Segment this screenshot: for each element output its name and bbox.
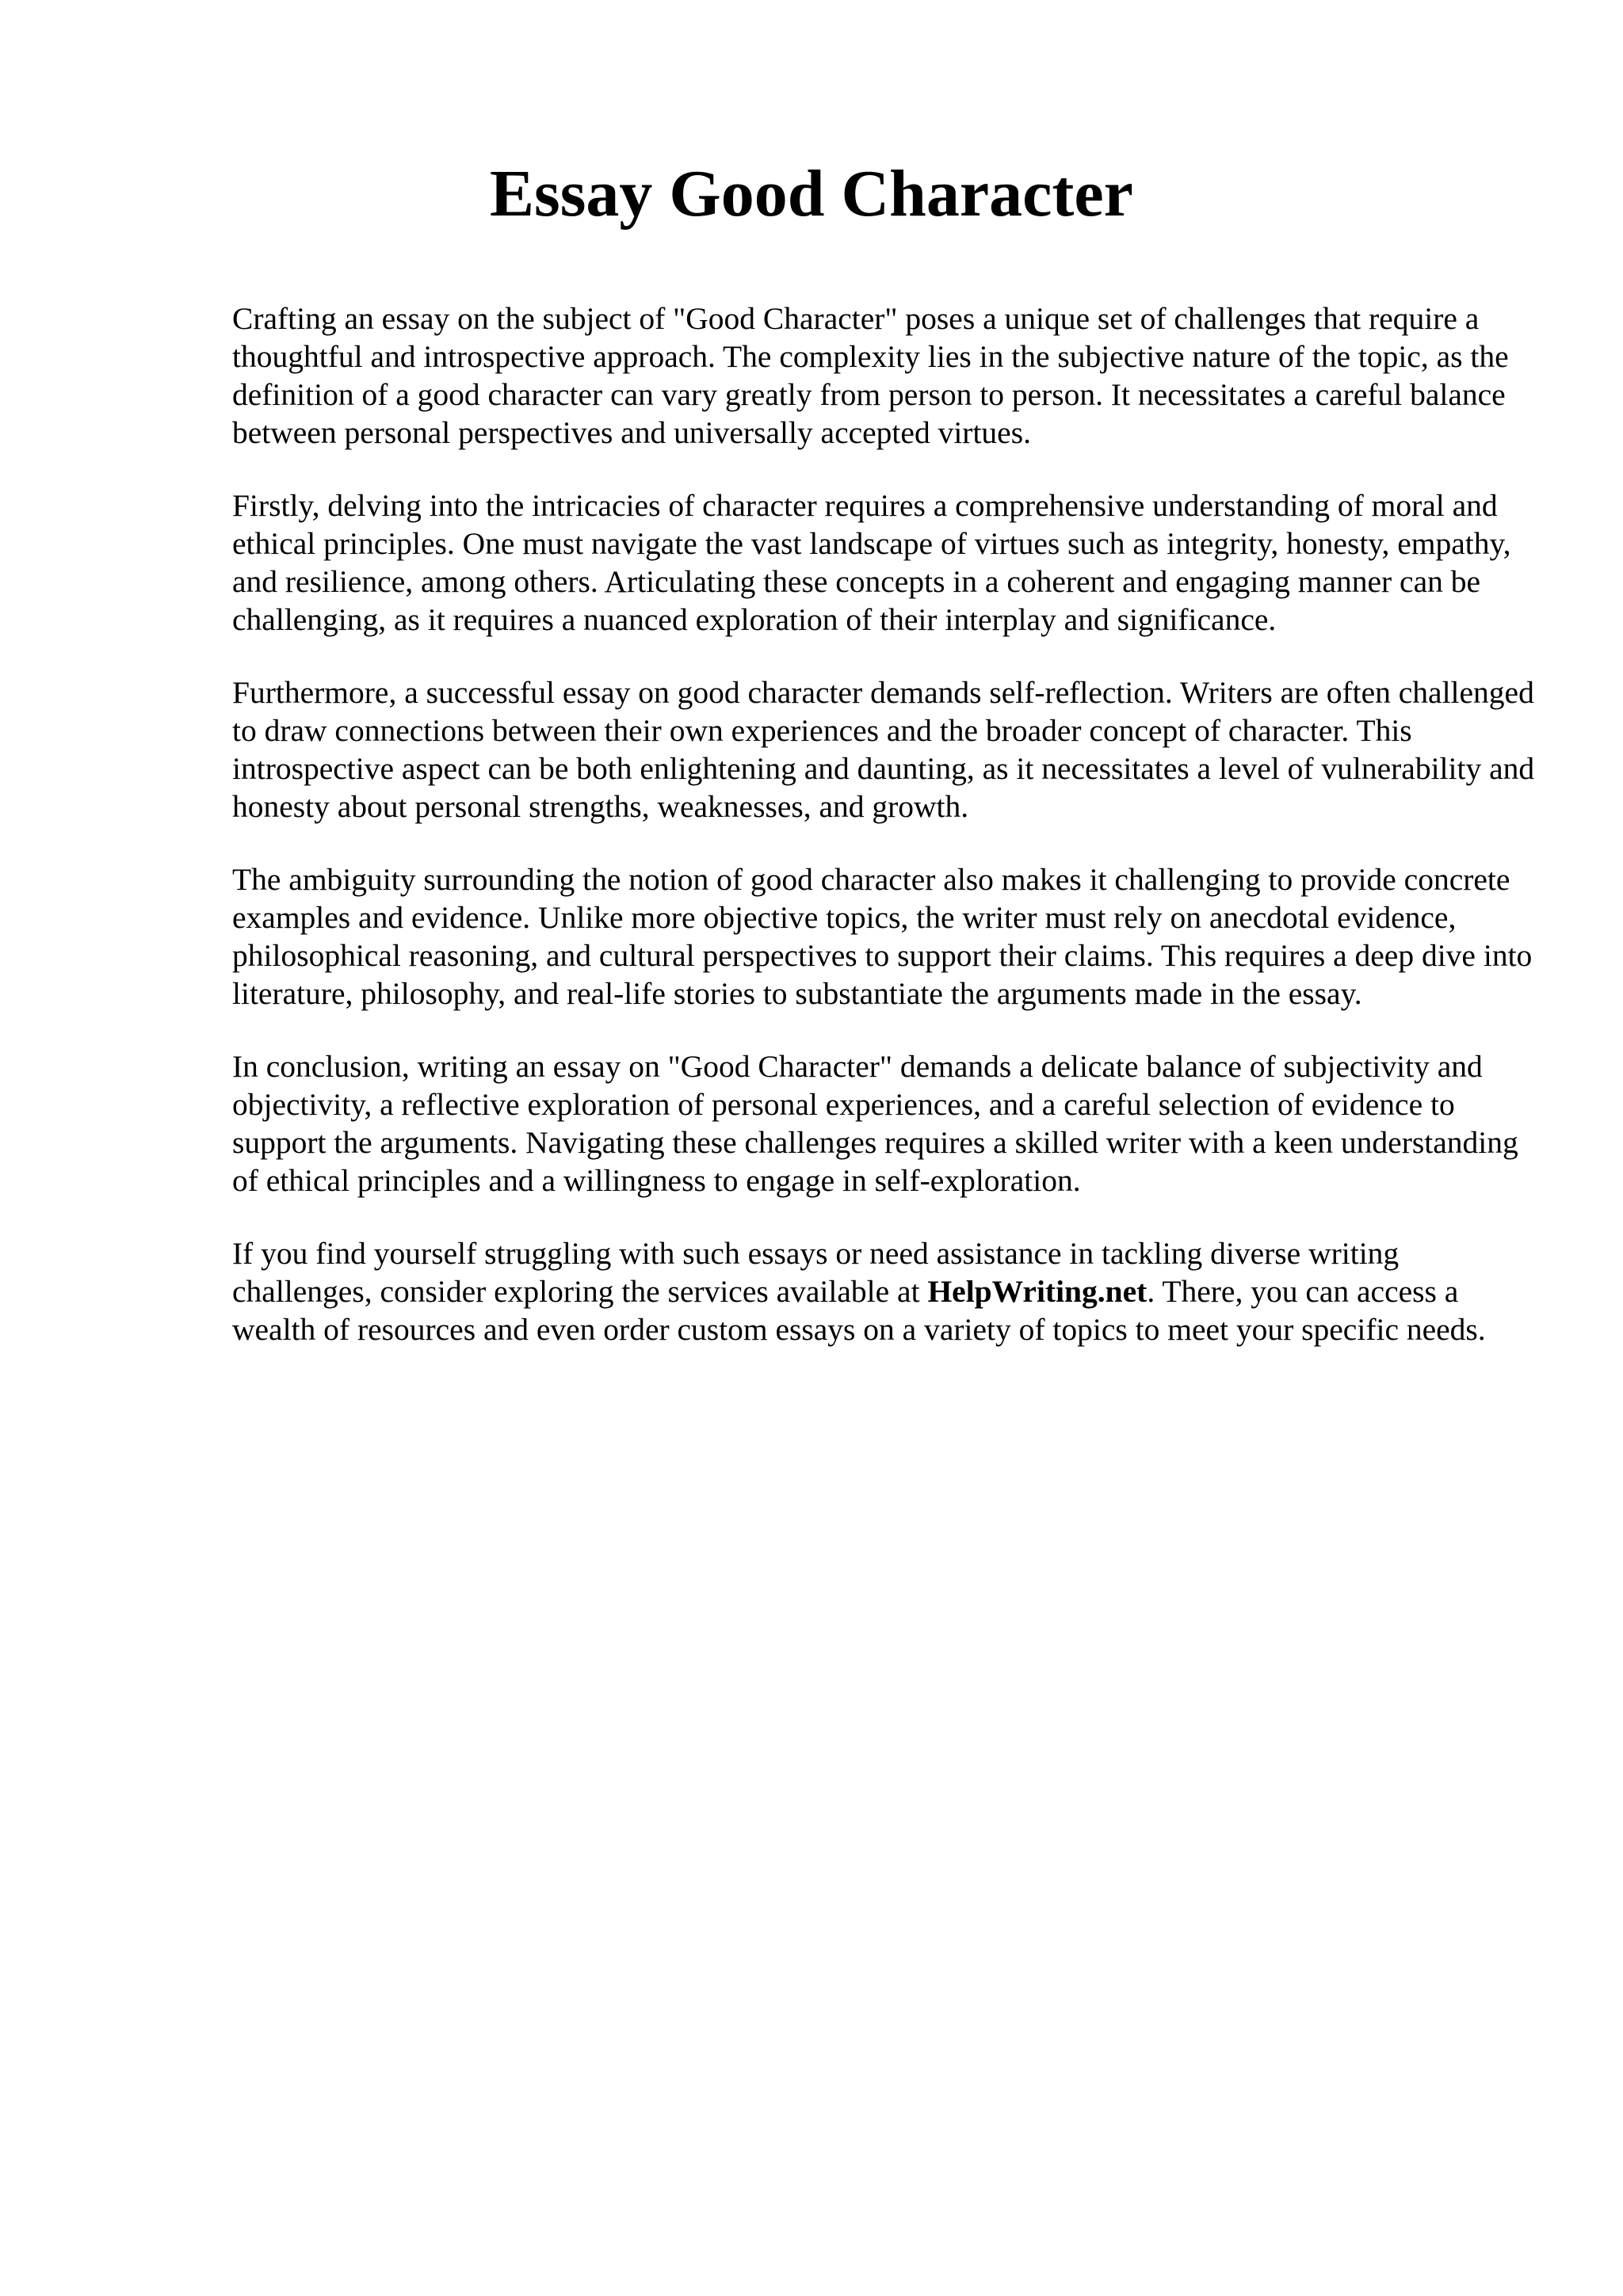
promo-text-before: If you find yourself struggling with such essays or need assistance in tackling diverse writing challenges, consider exploring the services available at bbox=[232, 1236, 1400, 1309]
helpwriting-link[interactable]: HelpWriting.net bbox=[927, 1274, 1148, 1309]
paragraph-principles: Firstly, delving into the intricacies of character requires a comprehensive understanding of moral and ethical principles. One must navigate the vast landscape of virtues such as integrity, honesty, empathy, and resilience, among others. Articulating these concepts in a coherent and engaging manner can be challenging, as it requires a nuanced exploration of their interplay and significance. bbox=[232, 488, 1511, 637]
page-title: Essay Good Character bbox=[490, 157, 1133, 231]
promo-text-after: . There, you can access a wealth of resources and even order custom essays on a variety of topics to meet your specific needs. bbox=[232, 1274, 1486, 1347]
paragraph-intro: Crafting an essay on the subject of "Good Character" poses a unique set of challenges that require a thoughtful and introspective approach. The complexity lies in the subjective nature of the topic, as the definition of a good character can vary greatly from person to person. It necessitates a careful balance between personal perspectives and universally accepted virtues. bbox=[232, 301, 1509, 450]
essay-body bbox=[232, 299, 1540, 1383]
paragraph-conclusion: In conclusion, writing an essay on "Good Character" demands a delicate balance of subjectivity and objectivity, a reflective exploration of personal experiences, and a careful selection of evidence to support the arguments. Navigating these challenges requires a skilled writer with a keen understanding of ethical principles and a willingness to engage in self-exploration. bbox=[232, 1049, 1518, 1198]
paragraph-self-reflection: Furthermore, a successful essay on good character demands self-reflection. Writers are often challenged to draw connections between their own experiences and the broader concept of character. This introspective aspect can be both enlightening and daunting, as it necessitates a level of vulnerability and honesty about personal strengths, weaknesses, and growth. bbox=[232, 675, 1535, 824]
paragraph-ambiguity: The ambiguity surrounding the notion of good character also makes it challenging to provide concrete examples and evidence. Unlike more objective topics, the writer must rely on anecdotal evidence, philosophical reasoning, and cultural perspectives to support their claims. This requires a deep dive into literature, philosophy, and real-life stories to substantiate the arguments made in the essay. bbox=[232, 862, 1533, 1011]
paragraph-promo bbox=[232, 1234, 1540, 1348]
